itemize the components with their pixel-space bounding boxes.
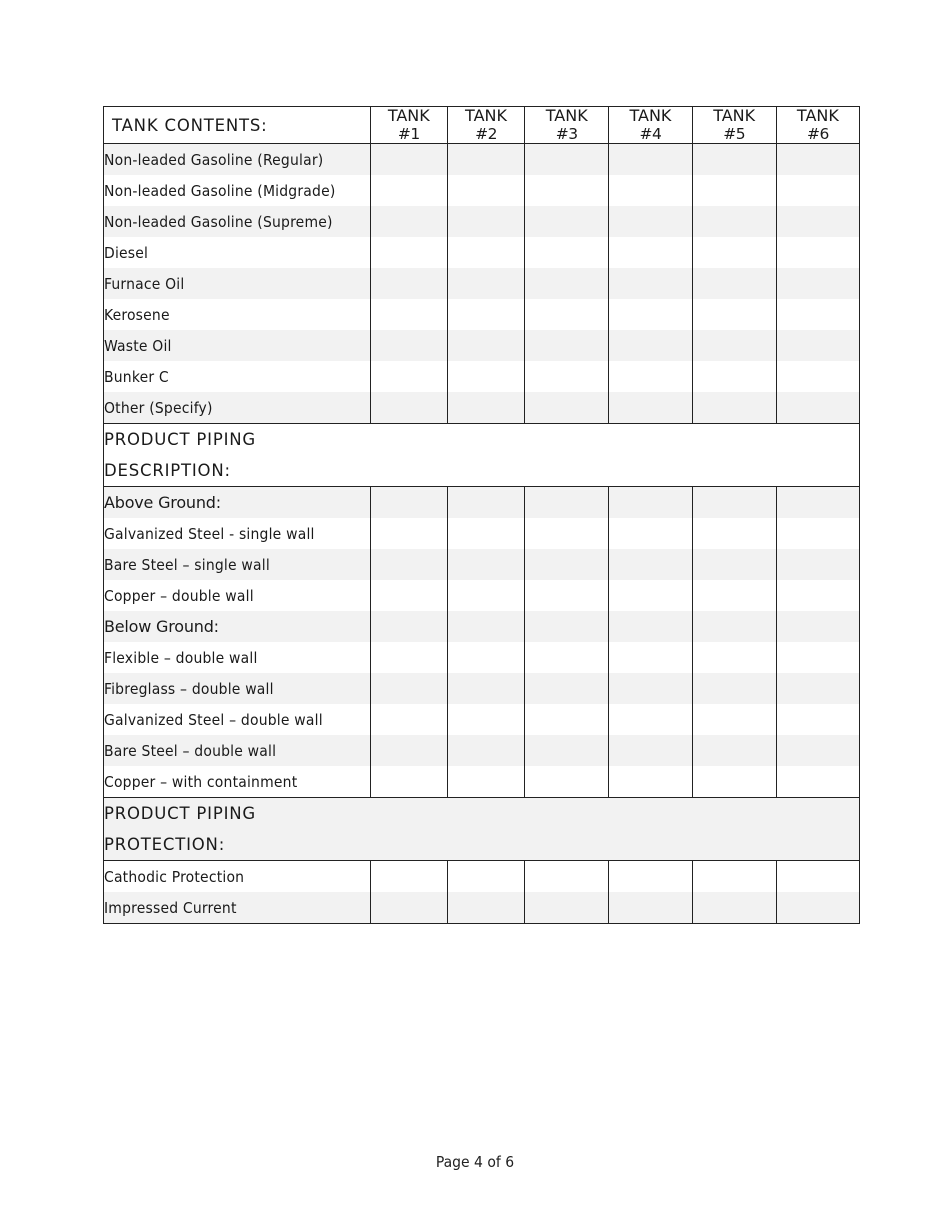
contents-item-3-tank-4-cell[interactable]: [609, 206, 692, 237]
tank-6-header: [776, 107, 859, 144]
below-ground-tank-2-cell[interactable]: [447, 611, 524, 642]
contents-item-6-row: [104, 299, 860, 330]
tank-2-word: TANK: [465, 106, 507, 125]
below-ground-item-1-tank-4-cell[interactable]: [609, 642, 692, 673]
contents-item-6-tank-6-cell[interactable]: [776, 299, 859, 330]
protection-item-2-tank-3-cell[interactable]: [525, 892, 609, 924]
above-ground-item-1-tank-5-cell[interactable]: [692, 518, 776, 549]
contents-item-6-tank-1-cell[interactable]: [370, 299, 447, 330]
below-ground-item-5-row: [104, 766, 860, 798]
above-ground-item-1-tank-2-cell[interactable]: [447, 518, 524, 549]
below-ground-tank-5-cell[interactable]: [692, 611, 776, 642]
below-ground-item-5-tank-5-cell[interactable]: [692, 766, 776, 798]
contents-item-1-tank-6-cell[interactable]: [776, 144, 859, 176]
contents-item-5-tank-5-cell[interactable]: [692, 268, 776, 299]
contents-item-5-row: [104, 268, 860, 299]
contents-item-9-tank-5-cell[interactable]: [692, 392, 776, 424]
contents-item-6-tank-2-cell[interactable]: [447, 299, 524, 330]
above-ground-item-2-tank-4-cell[interactable]: [609, 549, 692, 580]
contents-item-3-tank-1-cell[interactable]: [370, 206, 447, 237]
below-ground-item-3-row: [104, 704, 860, 735]
contents-item-8-tank-5-cell[interactable]: [692, 361, 776, 392]
tank-3-number: #3: [555, 125, 578, 143]
below-ground-item-4-tank-4-cell[interactable]: [609, 735, 692, 766]
tank-5-number: #5: [723, 125, 746, 143]
above-ground-tank-6-cell[interactable]: [776, 487, 859, 519]
contents-item-1-label: Non-leaded Gasoline (Regular): [104, 144, 371, 176]
contents-item-2-row: [104, 175, 860, 206]
protection-item-1-row: [104, 861, 860, 893]
tank-5-header: [692, 107, 776, 144]
above-ground-label: Above Ground:: [104, 487, 371, 519]
contents-item-9-tank-6-cell[interactable]: [776, 392, 859, 424]
below-ground-item-4-tank-1-cell[interactable]: [370, 735, 447, 766]
contents-item-5-tank-1-cell[interactable]: [370, 268, 447, 299]
contents-item-7-tank-5-cell[interactable]: [692, 330, 776, 361]
below-ground-item-4-tank-2-cell[interactable]: [447, 735, 524, 766]
contents-item-8-tank-2-cell[interactable]: [447, 361, 524, 392]
contents-item-7-row: [104, 330, 860, 361]
below-ground-item-1-label: Flexible – double wall: [104, 648, 258, 667]
above-ground-item-2-tank-2-cell[interactable]: [447, 549, 524, 580]
below-ground-item-3-tank-1-cell[interactable]: [370, 704, 447, 735]
tank-5-word: TANK: [713, 106, 756, 125]
contents-item-5-tank-2-cell[interactable]: [447, 268, 524, 299]
below-ground-row: [104, 611, 860, 642]
piping-protection-section-row: [104, 798, 860, 861]
protection-item-2-tank-4-cell[interactable]: [609, 892, 692, 924]
tank-1-word: TANK: [387, 106, 430, 125]
contents-item-4-tank-3-cell[interactable]: [525, 237, 609, 268]
contents-item-7-tank-1-cell[interactable]: [370, 330, 447, 361]
above-ground-item-1-row: [104, 518, 860, 549]
above-ground-item-3-tank-4-cell[interactable]: [609, 580, 692, 611]
below-ground-item-2-tank-3-cell[interactable]: [525, 673, 609, 704]
below-ground-item-3-tank-3-cell[interactable]: [525, 704, 609, 735]
below-ground-item-1-tank-6-cell[interactable]: [776, 642, 859, 673]
tank-3-word: TANK: [545, 106, 588, 125]
protection-item-2-tank-1-cell[interactable]: [370, 892, 447, 924]
tank-contents-heading: TANK CONTENTS:: [104, 107, 371, 144]
contents-item-1-tank-4-cell[interactable]: [609, 144, 692, 176]
contents-item-3-row: [104, 206, 860, 237]
contents-item-4-tank-4-cell[interactable]: [609, 237, 692, 268]
contents-item-5-tank-6-cell[interactable]: [776, 268, 859, 299]
contents-item-8-tank-6-cell[interactable]: [776, 361, 859, 392]
below-ground-item-5-label: Copper – with containment: [104, 772, 298, 791]
tank-form-table: [103, 106, 860, 924]
contents-item-9-label: Other (Specify): [104, 392, 371, 424]
above-ground-tank-5-cell[interactable]: [692, 487, 776, 519]
tank-1-header: [370, 107, 447, 144]
protection-item-1-tank-3-cell[interactable]: [525, 861, 609, 893]
above-ground-item-1-tank-1-cell[interactable]: [370, 518, 447, 549]
contents-item-9-tank-2-cell[interactable]: [447, 392, 524, 424]
below-ground-item-5-tank-6-cell[interactable]: [776, 766, 859, 798]
tank-4-number: #4: [639, 125, 662, 143]
above-ground-tank-2-cell[interactable]: [447, 487, 524, 519]
tank-3-header: [525, 107, 609, 144]
contents-item-2-tank-6-cell[interactable]: [776, 175, 859, 206]
contents-item-7-tank-4-cell[interactable]: [609, 330, 692, 361]
contents-item-9-row: [104, 392, 860, 424]
above-ground-item-3-row: [104, 580, 860, 611]
contents-item-9-tank-3-cell[interactable]: [525, 392, 609, 424]
above-ground-item-2-tank-3-cell[interactable]: [525, 549, 609, 580]
above-ground-item-1-tank-4-cell[interactable]: [609, 518, 692, 549]
protection-item-2-row: [104, 892, 860, 924]
above-ground-item-2-tank-5-cell[interactable]: [692, 549, 776, 580]
below-ground-tank-1-cell[interactable]: [370, 611, 447, 642]
above-ground-item-3-label: Copper – double wall: [104, 586, 254, 605]
below-ground-item-3-tank-5-cell[interactable]: [692, 704, 776, 735]
contents-item-3-label: Non-leaded Gasoline (Supreme): [104, 206, 371, 237]
below-ground-item-2-row: [104, 673, 860, 704]
contents-item-4-label: Diesel: [104, 243, 149, 262]
above-ground-row: [104, 487, 860, 519]
above-ground-item-2-label: Bare Steel – single wall: [104, 549, 371, 580]
protection-item-2-label: Impressed Current: [104, 892, 371, 924]
below-ground-item-2-tank-2-cell[interactable]: [447, 673, 524, 704]
below-ground-item-2-tank-4-cell[interactable]: [609, 673, 692, 704]
contents-item-1-row: [104, 144, 860, 176]
protection-item-1-label: Cathodic Protection: [104, 867, 245, 886]
contents-item-5-tank-3-cell[interactable]: [525, 268, 609, 299]
contents-item-4-row: [104, 237, 860, 268]
contents-item-3-tank-6-cell[interactable]: [776, 206, 859, 237]
below-ground-tank-6-cell[interactable]: [776, 611, 859, 642]
contents-item-6-tank-4-cell[interactable]: [609, 299, 692, 330]
above-ground-item-1-tank-6-cell[interactable]: [776, 518, 859, 549]
contents-item-7-tank-2-cell[interactable]: [447, 330, 524, 361]
contents-item-8-tank-3-cell[interactable]: [525, 361, 609, 392]
tank-2-header: [447, 107, 524, 144]
contents-item-2-tank-3-cell[interactable]: [525, 175, 609, 206]
above-ground-item-2-row: [104, 549, 860, 580]
below-ground-item-1-tank-2-cell[interactable]: [447, 642, 524, 673]
contents-item-7-label: Waste Oil: [104, 330, 371, 361]
tank-6-number: #6: [806, 125, 829, 143]
contents-item-4-tank-6-cell[interactable]: [776, 237, 859, 268]
contents-item-4-tank-1-cell[interactable]: [370, 237, 447, 268]
tank-2-number: #2: [475, 125, 497, 143]
contents-item-8-label: Bunker C: [104, 367, 169, 386]
contents-item-7-tank-6-cell[interactable]: [776, 330, 859, 361]
tank-1-number: #1: [397, 125, 420, 143]
below-ground-item-2-tank-1-cell[interactable]: [370, 673, 447, 704]
contents-item-8-tank-1-cell[interactable]: [370, 361, 447, 392]
contents-item-1-tank-5-cell[interactable]: [692, 144, 776, 176]
below-ground-item-3-label: Galvanized Steel – double wall: [104, 710, 323, 729]
below-ground-item-2-tank-5-cell[interactable]: [692, 673, 776, 704]
below-ground-item-3-tank-2-cell[interactable]: [447, 704, 524, 735]
below-ground-item-3-tank-6-cell[interactable]: [776, 704, 859, 735]
contents-item-1-tank-2-cell[interactable]: [447, 144, 524, 176]
contents-item-6-label: Kerosene: [104, 305, 170, 324]
below-ground-item-4-tank-6-cell[interactable]: [776, 735, 859, 766]
below-ground-item-1-tank-5-cell[interactable]: [692, 642, 776, 673]
piping-description-section-row: [104, 424, 860, 487]
below-ground-item-2-label: Fibreglass – double wall: [104, 673, 371, 704]
below-ground-label: Below Ground:: [104, 611, 371, 642]
contents-item-5-label: Furnace Oil: [104, 268, 371, 299]
contents-item-6-tank-5-cell[interactable]: [692, 299, 776, 330]
above-ground-item-3-tank-6-cell[interactable]: [776, 580, 859, 611]
protection-item-2-tank-6-cell[interactable]: [776, 892, 859, 924]
above-ground-item-2-tank-1-cell[interactable]: [370, 549, 447, 580]
contents-item-6-tank-3-cell[interactable]: [525, 299, 609, 330]
contents-item-8-row: [104, 361, 860, 392]
above-ground-item-1-label: Galvanized Steel - single wall: [104, 524, 315, 543]
protection-item-2-tank-5-cell[interactable]: [692, 892, 776, 924]
contents-item-2-label: Non-leaded Gasoline (Midgrade): [104, 181, 336, 200]
tank-4-word: TANK: [629, 106, 672, 125]
above-ground-tank-3-cell[interactable]: [525, 487, 609, 519]
above-ground-item-1-tank-3-cell[interactable]: [525, 518, 609, 549]
protection-item-1-tank-5-cell[interactable]: [692, 861, 776, 893]
contents-item-5-tank-4-cell[interactable]: [609, 268, 692, 299]
protection-item-2-tank-2-cell[interactable]: [447, 892, 524, 924]
above-ground-item-3-tank-3-cell[interactable]: [525, 580, 609, 611]
below-ground-item-2-tank-6-cell[interactable]: [776, 673, 859, 704]
below-ground-item-4-tank-3-cell[interactable]: [525, 735, 609, 766]
protection-item-1-tank-4-cell[interactable]: [609, 861, 692, 893]
page-number-footer: Page 4 of 6: [435, 1153, 515, 1171]
table-header-row: [104, 107, 860, 144]
piping-description-section-cell: [104, 424, 860, 487]
above-ground-item-2-tank-6-cell[interactable]: [776, 549, 859, 580]
contents-item-2-tank-5-cell[interactable]: [692, 175, 776, 206]
contents-item-2-tank-1-cell[interactable]: [370, 175, 447, 206]
contents-item-4-tank-2-cell[interactable]: [447, 237, 524, 268]
below-ground-item-4-tank-5-cell[interactable]: [692, 735, 776, 766]
contents-item-1-tank-1-cell[interactable]: [370, 144, 447, 176]
below-ground-item-1-row: [104, 642, 860, 673]
below-ground-item-5-tank-4-cell[interactable]: [609, 766, 692, 798]
contents-item-9-tank-4-cell[interactable]: [609, 392, 692, 424]
below-ground-item-4-label: Bare Steel – double wall: [104, 735, 371, 766]
protection-item-1-tank-2-cell[interactable]: [447, 861, 524, 893]
above-ground-item-3-tank-5-cell[interactable]: [692, 580, 776, 611]
above-ground-tank-1-cell[interactable]: [370, 487, 447, 519]
contents-item-2-tank-2-cell[interactable]: [447, 175, 524, 206]
table-body: [104, 107, 860, 924]
protection-item-1-tank-6-cell[interactable]: [776, 861, 859, 893]
contents-item-4-tank-5-cell[interactable]: [692, 237, 776, 268]
piping-protection-section-cell: [104, 798, 860, 861]
above-ground-item-3-tank-2-cell[interactable]: [447, 580, 524, 611]
contents-item-1-tank-3-cell[interactable]: [525, 144, 609, 176]
contents-item-2-tank-4-cell[interactable]: [609, 175, 692, 206]
above-ground-tank-4-cell[interactable]: [609, 487, 692, 519]
tank-6-word: TANK: [796, 106, 839, 125]
below-ground-item-4-row: [104, 735, 860, 766]
contents-item-8-tank-4-cell[interactable]: [609, 361, 692, 392]
above-ground-item-3-tank-1-cell[interactable]: [370, 580, 447, 611]
below-ground-item-5-tank-2-cell[interactable]: [447, 766, 524, 798]
contents-item-3-tank-5-cell[interactable]: [692, 206, 776, 237]
contents-item-3-tank-3-cell[interactable]: [525, 206, 609, 237]
tank-4-header: [609, 107, 692, 144]
protection-item-1-tank-1-cell[interactable]: [370, 861, 447, 893]
below-ground-tank-3-cell[interactable]: [525, 611, 609, 642]
contents-item-9-tank-1-cell[interactable]: [370, 392, 447, 424]
piping-protection-section-heading: PRODUCT PIPING PROTECTION:: [104, 804, 256, 854]
below-ground-item-1-tank-3-cell[interactable]: [525, 642, 609, 673]
contents-item-7-tank-3-cell[interactable]: [525, 330, 609, 361]
below-ground-item-1-tank-1-cell[interactable]: [370, 642, 447, 673]
below-ground-item-5-tank-1-cell[interactable]: [370, 766, 447, 798]
piping-description-section-heading: PRODUCT PIPING DESCRIPTION:: [104, 430, 256, 480]
contents-item-3-tank-2-cell[interactable]: [447, 206, 524, 237]
below-ground-item-5-tank-3-cell[interactable]: [525, 766, 609, 798]
below-ground-item-3-tank-4-cell[interactable]: [609, 704, 692, 735]
below-ground-tank-4-cell[interactable]: [609, 611, 692, 642]
